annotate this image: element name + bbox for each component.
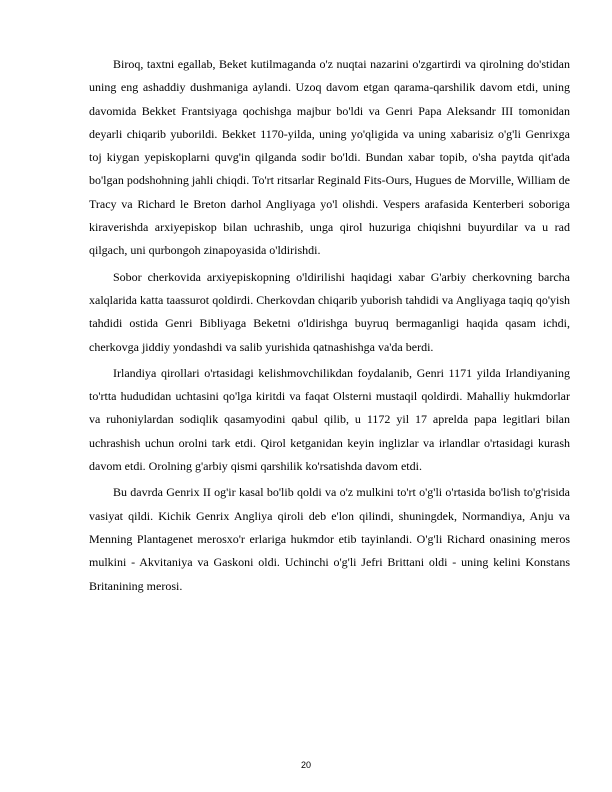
paragraph-becket-conflict: Biroq, taxtni egallab, Beket kutilmaganda o'z nuqtai nazarini o'zgartirdi va qirolning do'stidan uning eng ashaddiy dushmaniga aylandi. Uzoq davom etgan qarama-qarshilik davom etdi, uning davomida Bekket Frantsiyaga qochishga majbur bo'ldi va Genri Papa Aleksandr III tomonidan deyarli chiqarib yuborildi. Bekket 1170-yilda, uning yo'qligida va uning xabarisiz o'g'li Genrixga toj kiygan yepiskoplarni quvg'in qilganda sodir bo'ldi. Bundan xabar topib, o'sha paytda qit'ada bo'lgan podshohning jahli chiqdi. To'rt ritsarlar Reginald Fits-Ours, Hugues de Morville, William de Tracy va Richard le Breton darhol Angliyaga yo'l olishdi. Vespers arafasida Kenterberi soboriga kiraverishda arxiyepiskop bilan uchrashib, unga qirol huzuriga chiqishni buyurdilar va u rad qilgach, uni qurbongoh zinapoyasida o'ldirishdi.	[89, 57, 570, 258]
paragraph-ireland-conquest: Irlandiya qirollari o'rtasidagi kelishmovchilikdan foydalanib, Genri 1171 yilda Irlandiyaning to'rtta hududidan uchtasini qo'lga kiritdi va faqat Olsterni mustaqil qoldirdi. Mahalliy hukmdorlar va ruhoniylardan sodiqlik qasamyodini qabul qilib, u 1172 yil 17 aprelda papa legitlari bilan uchrashish uchun orolni tark etdi. Qirol ketganidan keyin inglizlar va irlandlar o'rtasidagi kurash davom etdi. Orolning g'arbiy qismi qarshilik ko'rsatishda davom etdi.	[89, 365, 570, 474]
paragraph-murder-news: Sobor cherkovida arxiyepiskopning o'ldirilishi haqidagi xabar G'arbiy cherkovning barcha xalqlarida katta taassurot qoldirdi. Cherkovdan chiqarib yuborish tahdidi va Angliyaga taqiq qo'yish tahdidi ostida Genri Bibliyaga Beketni o'ldirishga buyruq bermaganligi haqida qasam ichdi, cherkovga jiddiy yondashdi va salib yurishida qatnashishga va'da berdi.	[89, 269, 570, 354]
paragraph-henry-testament: Bu davrda Genrix II og'ir kasal bo'lib qoldi va o'z mulkini to'rt o'g'li o'rtasida bo'lish to'g'risida vasiyat qildi. Kichik Genrix Angliya qiroli deb e'lon qilindi, shuningdek, Normandiya, Anju va Menning Plantagenet merosxo'r erlariga hukmdor etib tayinlandi. O'g'li Richard onasining meros mulkini - Akvitaniya va Gaskoni oldi. Uchinchi o'g'li Jefri Brittani oldi - uning kelini Konstans Britanining merosi.	[89, 485, 570, 593]
page-number: 20	[300, 760, 311, 770]
document-body	[89, 53, 570, 598]
